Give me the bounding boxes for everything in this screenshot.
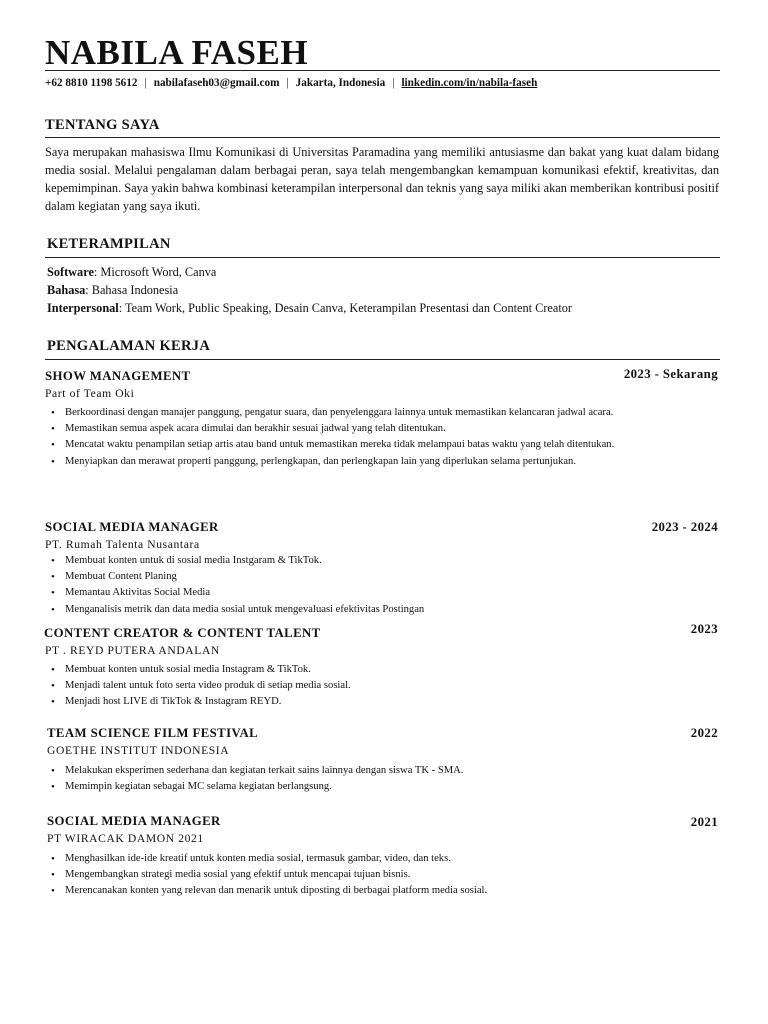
- skill-value: : Microsoft Word, Canva: [93, 265, 217, 279]
- contact-separator: |: [392, 77, 395, 89]
- job-title: SHOW MANAGEMENT: [45, 369, 191, 383]
- job-bullet: • Menganalisis metrik dan data media sosial untuk mengevaluasi efektivitas Postingan: [47, 602, 424, 618]
- job-bullet-list: [47, 662, 351, 711]
- job-bullet: • Mengembangkan strategi media sosial yang efektif untuk mencapai tujuan bisnis.: [47, 867, 487, 883]
- skill-value: : Team Work, Public Speaking, Desain Canva, Keterampilan Presentasi dan Content Creator: [118, 301, 572, 315]
- job-bullet: • Menyiapkan dan merawat properti panggung, perlengkapan, dan perlengkapan lain yang diperlukan selama pertunjukan.: [47, 454, 614, 470]
- section-title-skills: KETERAMPILAN: [47, 236, 171, 252]
- linkedin-link[interactable]: linkedin.com/in/nabila-faseh: [401, 77, 538, 89]
- email-address[interactable]: nabilafaseh03@gmail.com: [153, 77, 280, 89]
- contact-separator: |: [144, 77, 147, 89]
- contact-separator: |: [286, 77, 289, 89]
- job-bullet: • Menjadi host LIVE di TikTok & Instagram REYD.: [47, 694, 351, 710]
- job-bullet: • Memastikan semua aspek acara dimulai dan berakhir sesuai jadwal yang telah ditentukan.: [47, 421, 614, 437]
- section-divider: [45, 359, 720, 360]
- job-date: 2023: [690, 622, 718, 636]
- skill-item: [47, 264, 216, 280]
- section-divider: [45, 137, 720, 138]
- section-title-about: TENTANG SAYA: [45, 117, 160, 133]
- job-organization: PT. Rumah Talenta Nusantara: [45, 538, 200, 551]
- job-bullet-list: [47, 851, 487, 900]
- job-title: SOCIAL MEDIA MANAGER: [45, 520, 219, 534]
- job-date: 2023 - Sekarang: [623, 367, 718, 381]
- job-organization: PT WIRACAK DAMON 2021: [47, 832, 204, 845]
- job-bullet: • Membuat konten untuk sosial media Instagram & TikTok.: [47, 662, 351, 678]
- contact-line: [45, 76, 537, 90]
- header-divider: [45, 70, 720, 71]
- job-bullet-list: [47, 405, 614, 470]
- job-bullet: • Memimpin kegiatan sebagai MC selama kegiatan berlangsung.: [47, 779, 463, 795]
- section-title-experience: PENGALAMAN KERJA: [47, 338, 211, 354]
- skill-value: : Bahasa Indonesia: [85, 283, 179, 297]
- job-bullet: • Mencatat waktu penampilan setiap artis atau band untuk memastikan mereka tidak melampaui batas waktu yang telah ditentukan.: [47, 437, 614, 453]
- job-date: 2022: [690, 726, 718, 740]
- skill-label: Software: [47, 265, 94, 279]
- job-title: CONTENT CREATOR & CONTENT TALENT: [44, 626, 321, 640]
- job-bullet-list: [47, 553, 424, 618]
- job-organization: Part of Team Oki: [45, 387, 135, 400]
- job-date: 2021: [690, 815, 718, 829]
- location: Jakarta, Indonesia: [295, 77, 386, 89]
- job-bullet: • Merencanakan konten yang relevan dan menarik untuk diposting di berbagai platform media sosial.: [47, 883, 487, 899]
- candidate-name: NABILA FASEH: [45, 33, 309, 72]
- job-bullet: • Memantau Aktivitas Social Media: [47, 585, 424, 601]
- job-bullet: • Menjadi talent untuk foto serta video produk di setiap media sosial.: [47, 678, 351, 694]
- job-title: SOCIAL MEDIA MANAGER: [47, 814, 221, 828]
- job-bullet-list: [47, 763, 463, 795]
- skill-item: [47, 282, 178, 298]
- job-organization: GOETHE INSTITUT INDONESIA: [47, 744, 230, 757]
- phone-number: +62 8810 1198 5612: [45, 77, 138, 89]
- job-bullet: • Membuat Content Planing: [47, 569, 424, 585]
- job-date: 2023 - 2024: [651, 520, 718, 534]
- job-bullet: • Membuat konten untuk di sosial media Instgaram & TikTok.: [47, 553, 424, 569]
- job-bullet: • Berkoordinasi dengan manajer panggung, pengatur suara, dan penyelenggara lainnya untuk memastikan kelancaran jadwal acara.: [47, 405, 614, 421]
- skill-item: [47, 300, 572, 316]
- skill-label: Interpersonal: [47, 301, 119, 315]
- job-organization: PT . REYD PUTERA ANDALAN: [45, 644, 220, 657]
- about-paragraph: Saya merupakan mahasiswa Ilmu Komunikasi di Universitas Paramadina yang memiliki antusiasme dan bakat yang kuat dalam bidang media sosial. Melalui pengalaman dalam berbagai peran, saya telah mengembangkan kemampuan komunikasi efektif, kreativitas, dan kepemimpinan. Saya yakin bahwa kombinasi keterampilan interpersonal dan teknis yang saya miliki akan memberikan kontribusi positif dalam kegiatan yang saya ikuti.: [45, 145, 719, 213]
- section-divider: [45, 257, 720, 258]
- job-bullet: • Melakukan eksperimen sederhana dan kegiatan terkait sains lainnya dengan siswa TK - SMA.: [47, 763, 463, 779]
- job-title: TEAM SCIENCE FILM FESTIVAL: [47, 726, 259, 740]
- job-bullet: • Menghasilkan ide-ide kreatif untuk konten media sosial, termasuk gambar, video, dan teks.: [47, 851, 487, 867]
- skill-label: Bahasa: [47, 283, 86, 297]
